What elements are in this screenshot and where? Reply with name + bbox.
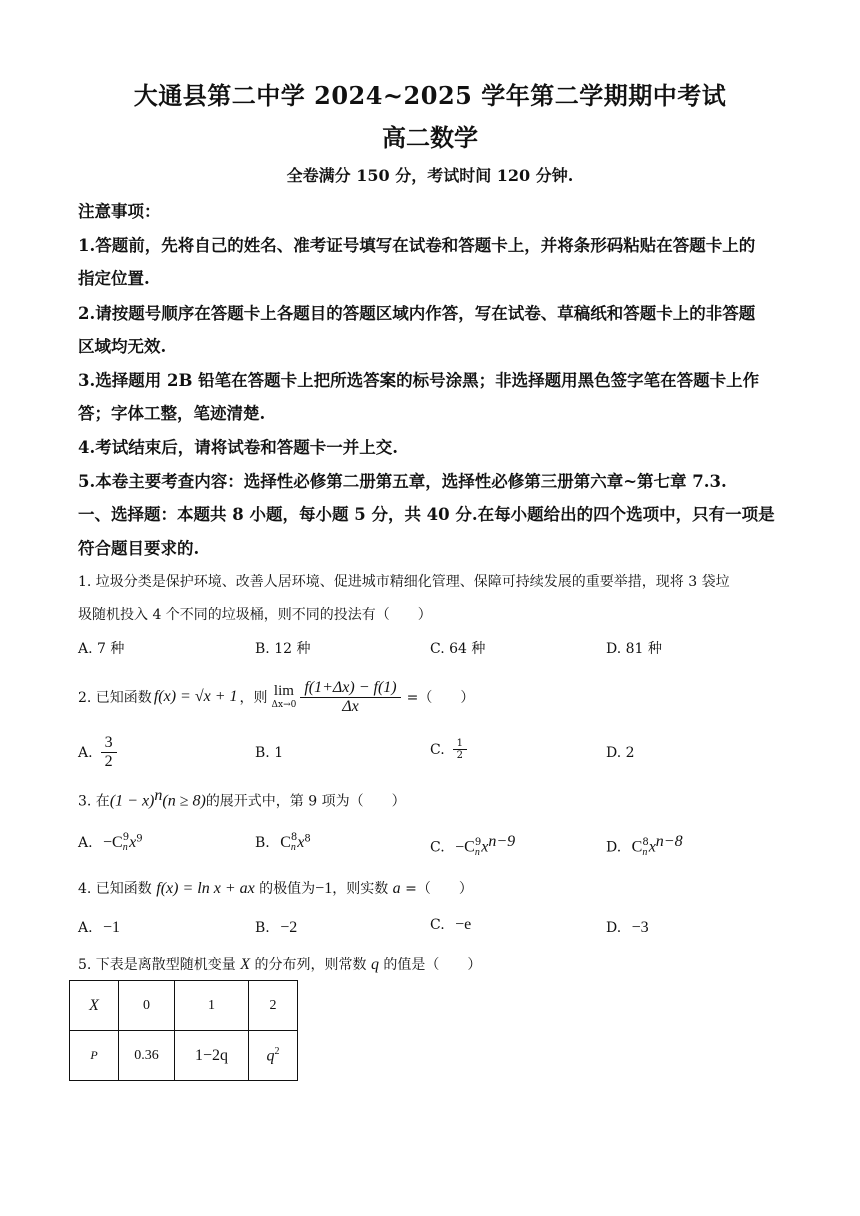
- notice-heading: 注意事项：: [78, 202, 161, 221]
- q2-option-a-den: 2: [104, 753, 113, 770]
- table-cell-2: 2: [249, 981, 298, 1031]
- q3-option-b-label: B.: [255, 835, 270, 851]
- q5-var: X: [240, 956, 251, 973]
- q2-prefix: 2. 已知函数: [78, 690, 152, 706]
- q3-cond: (n ≥ 8): [162, 792, 206, 810]
- section-heading-2: 符合题目要求的.: [78, 539, 200, 558]
- q2-fraction: [300, 679, 400, 716]
- q3-suffix: 的展开式中，第 9 项为（ ）: [205, 793, 406, 810]
- table-cell-1: 1: [175, 981, 249, 1031]
- q1-stem-1: 1. 垃圾分类是保护环境、改善人居环境、促进城市精细化管理、保障可持续发展的重要举措，现将 3 袋垃: [78, 574, 730, 590]
- q4-stem: [78, 878, 788, 898]
- q3-option-b-xexp: 8: [304, 833, 311, 845]
- q2-lim: lim: [273, 683, 294, 699]
- q2-limit: [272, 684, 297, 710]
- q1-option-c: C. 64 种: [430, 641, 486, 657]
- q3-option-c-label: C.: [430, 839, 445, 856]
- q3-option-c-xexp: n−9: [488, 833, 516, 850]
- table-row: [70, 1031, 298, 1081]
- notice-line-2: 指定位置.: [78, 269, 150, 288]
- q2-option-b: B. 1: [255, 745, 284, 761]
- q2-option-a-label: A.: [78, 744, 93, 761]
- q5-prefix: 5. 下表是离散型随机变量: [78, 957, 236, 973]
- q1-option-d: D. 81 种: [606, 641, 662, 657]
- q3-option-b-sup: 8: [290, 832, 298, 843]
- table-cell-p: P: [70, 1031, 119, 1081]
- q3-option-a-sup: 9: [122, 832, 130, 843]
- q4-function: f(x) = ln x + ax: [156, 880, 255, 897]
- table-cell-p0: 0.36: [119, 1031, 175, 1081]
- q1-stem-2: 圾随机投入 4 个不同的垃圾桶，则不同的投法有（ ）: [78, 607, 432, 623]
- table-cell-0: 0: [119, 981, 175, 1031]
- q3-option-c-sign: −: [455, 838, 465, 856]
- q5-suffix: 的值是（ ）: [383, 957, 482, 973]
- q2-function: f(x) = √x + 1: [153, 688, 238, 705]
- q4-option-a-label: A.: [78, 920, 93, 936]
- q3-option-a-label: A.: [78, 835, 93, 851]
- q2-option-a-frac: [101, 734, 117, 771]
- notice-line-6: 答；字体工整，笔迹清楚.: [78, 404, 266, 423]
- q3-option-a-xexp: 9: [136, 833, 143, 845]
- q2-option-c-label: C.: [430, 741, 445, 758]
- table-cell-p2-exp: 2: [274, 1045, 280, 1057]
- notice-line-1: 1.答题前，先将自己的姓名、准考证号填写在试卷和答题卡上，并将条形码粘贴在答题卡上的: [78, 236, 756, 255]
- q3-option-d-label: D.: [606, 839, 622, 856]
- q4-option-d: [606, 919, 649, 937]
- q2-then: ，则: [239, 690, 268, 706]
- table-cell-p2: [249, 1031, 298, 1081]
- notice-line-8: 5.本卷主要考查内容：选择性必修第二册第五章，选择性必修第三册第六章~第七章 7.3.: [78, 472, 727, 491]
- q1-option-a: A. 7 种: [78, 641, 125, 657]
- q2-option-c-frac: [453, 738, 467, 761]
- q3-option-b-sub: n: [290, 842, 296, 853]
- q2-fraction-den: Δx: [342, 697, 359, 715]
- notice-line-4: 区域均无效.: [78, 337, 167, 356]
- q3-option-d: D. C 8 n $x^{n-8}$: [606, 833, 683, 858]
- q2-eq: =（ ）: [406, 690, 475, 706]
- q2-lim-sub: Δx→0: [271, 700, 297, 710]
- q3-expr: (1 − x): [109, 792, 155, 810]
- q3-option-b: B. C 8 n $x^8$: [255, 832, 311, 853]
- q4-tail: =（ ）: [405, 881, 473, 897]
- q4-option-c-label: C.: [430, 917, 445, 933]
- q5-stem: [78, 954, 788, 974]
- table-row: [70, 981, 298, 1031]
- notice-line-7: 4.考试结束后，请将试卷和答题卡一并上交.: [78, 438, 398, 457]
- q3-option-a: A. −C 9 n $x^9$: [78, 832, 143, 853]
- q1-option-b: B. 12 种: [255, 641, 311, 657]
- exam-title: 大通县第二中学 2024~2025 学年第二学期期中考试: [133, 81, 727, 110]
- q4-var: a: [392, 880, 401, 897]
- table-cell-x: X: [70, 981, 119, 1031]
- q4-suffix: ，则实数: [332, 881, 389, 897]
- q5-q: q: [370, 956, 379, 973]
- q2-option-d: D. 2: [606, 745, 635, 761]
- notice-line-5: 3.选择题用 2B 铅笔在答题卡上把所选答案的标号涂黑；非选择题用黑色签字笔在答题卡上作: [78, 371, 760, 390]
- notice-line-3: 2.请按题号顺序在答题卡上各题目的答题区域内作答，写在试卷、草稿纸和答题卡上的非答题: [78, 304, 756, 323]
- q2-option-a: [78, 734, 117, 771]
- q4-option-b: [255, 919, 297, 937]
- exam-meta: 全卷满分 150 分，考试时间 120 分钟.: [286, 166, 574, 185]
- q4-option-c: [430, 916, 471, 934]
- q4-option-b-label: B.: [255, 920, 270, 936]
- q5-mid: 的分布列，则常数: [254, 957, 367, 973]
- q3-prefix: 3. 在: [78, 793, 110, 810]
- q4-option-b-val: −2: [280, 919, 298, 936]
- q3-exp: n: [154, 787, 163, 804]
- q3-option-d-sup: 8: [642, 836, 649, 848]
- q3-option-c: C. −C 9 n $x^{n-9}$: [430, 833, 516, 858]
- table-cell-p2-q: q: [266, 1047, 275, 1065]
- q3-option-c-sub: n: [474, 846, 480, 858]
- q4-option-a-val: −1: [103, 919, 121, 936]
- exam-subject: 高二数学: [382, 123, 478, 152]
- q3-option-c-sup: 9: [474, 836, 482, 848]
- q3-option-d-xexp: n−8: [655, 833, 683, 850]
- q2-option-c: [430, 738, 467, 761]
- q2-stem: [78, 672, 788, 722]
- q2-option-a-num: 3: [101, 734, 117, 753]
- q4-option-d-val: −3: [631, 919, 649, 936]
- q2-option-c-den: 2: [456, 750, 464, 761]
- q4-prefix: 4. 已知函数: [78, 881, 152, 897]
- distribution-table: [69, 980, 298, 1081]
- q3-option-d-sub: n: [642, 846, 648, 858]
- q3-option-a-sub: n: [122, 842, 128, 853]
- q3-stem: [78, 787, 788, 811]
- q4-option-c-val: −e: [455, 916, 472, 933]
- q2-fraction-num: f(1+Δx) − f(1): [300, 679, 400, 698]
- q4-option-d-label: D.: [606, 920, 622, 936]
- q4-option-a: [78, 919, 120, 937]
- q4-mid: 的极值为: [259, 881, 316, 897]
- table-cell-p1: 1−2q: [175, 1031, 249, 1081]
- section-heading-1: 一、选择题：本题共 8 小题，每小题 5 分，共 40 分.在每小题给出的四个选项中，只有一项是: [78, 505, 775, 524]
- q2-option-c-num: 1: [453, 738, 467, 750]
- q4-val: −1: [315, 880, 333, 897]
- q3-option-a-sign: −: [103, 834, 113, 851]
